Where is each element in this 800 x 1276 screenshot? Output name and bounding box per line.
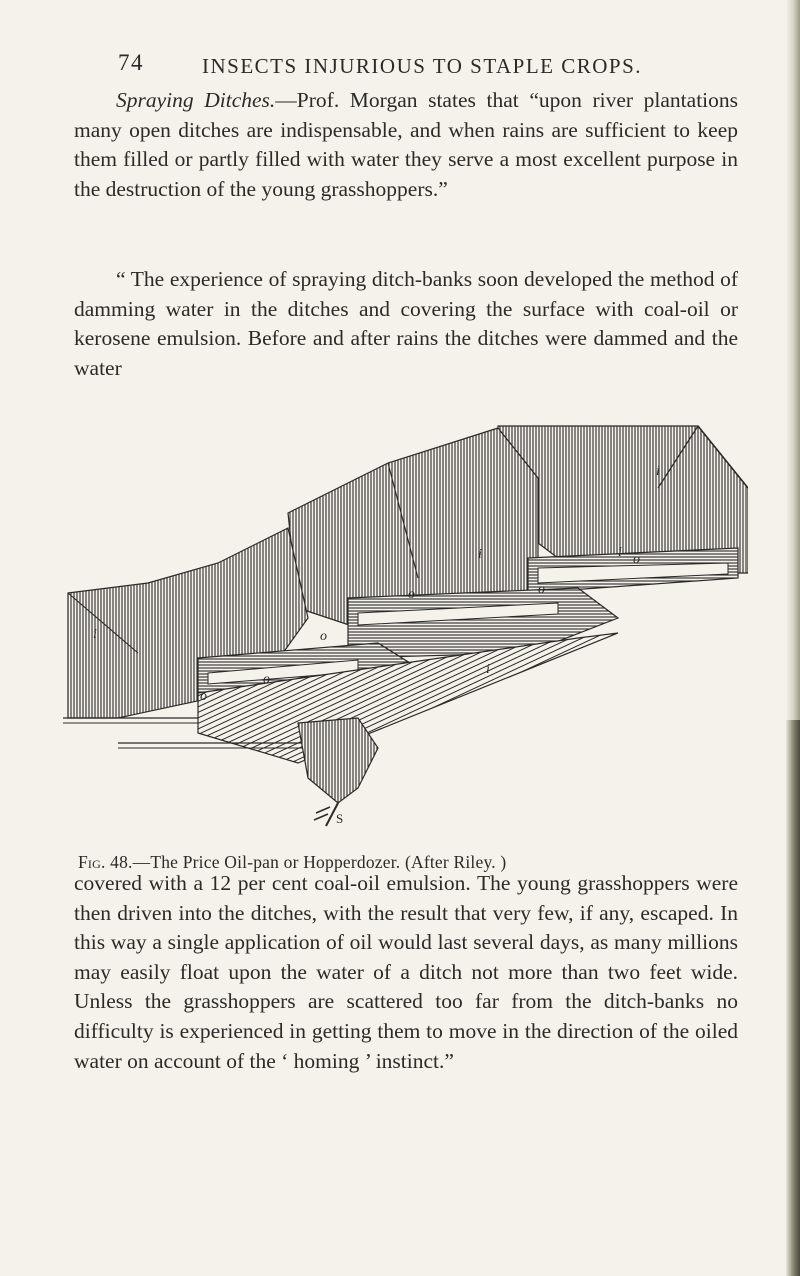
paragraph-body: “ The experience of spraying ditch-banks soon developed the method of damming water in the ditches and covering the surface with coal-oil or kerosene emulsion. Before and after rains the ditches were dammed and the water <box>74 267 738 380</box>
figure-label: i <box>93 627 97 642</box>
paragraph-body: covered with a 12 per cent coal-oil emulsion. The young grasshoppers were then driven into the ditches, with the result that very few, if any, escaped. In this way a single application of oil would last several days, as many millions may easily float upon the water of a ditch not more than two feet wide. Unless the grasshoppers are scattered too far from the ditch-banks no difficulty is experienced in getting them to move in the direction of the oiled water on account of the ‘ homing ’ instinct.” <box>74 871 738 1073</box>
figure-label: o <box>538 582 545 597</box>
figure-label: o <box>263 672 270 687</box>
paragraph-heading: Spraying Ditches. <box>116 88 276 112</box>
hopperdozer-figure <box>58 418 748 843</box>
caption-text: —The Price Oil-pan or Hopperdozer. (After Riley. ) <box>132 852 507 872</box>
figure-label: i <box>656 464 660 479</box>
figure-label: o <box>320 629 327 644</box>
page-number: 74 <box>118 50 144 75</box>
paragraph-emulsion <box>74 869 738 1076</box>
paragraph-spraying-ditches <box>74 86 738 204</box>
figure-label: o <box>633 552 640 567</box>
figure-label: S <box>336 811 344 826</box>
paragraph-experience <box>74 265 738 383</box>
figure-label: i <box>618 545 622 560</box>
page-edge-shadow-lower <box>786 720 800 1276</box>
paragraph-body: —Prof. Morgan states that “upon river plantations many open ditches are indispensable, and when rains are sufficient to keep them filled or partly filled with water they serve a most excellent purpose in the destruction of the young grasshoppers.” <box>74 88 739 201</box>
figure-label: o <box>408 587 415 602</box>
caption-label: Fig. 48. <box>78 852 133 872</box>
figure-label: o <box>200 689 207 704</box>
figure-label: i <box>478 547 482 562</box>
running-title: INSECTS INJURIOUS TO STAPLE CROPS. <box>202 54 643 78</box>
figure-label: i <box>486 662 490 677</box>
